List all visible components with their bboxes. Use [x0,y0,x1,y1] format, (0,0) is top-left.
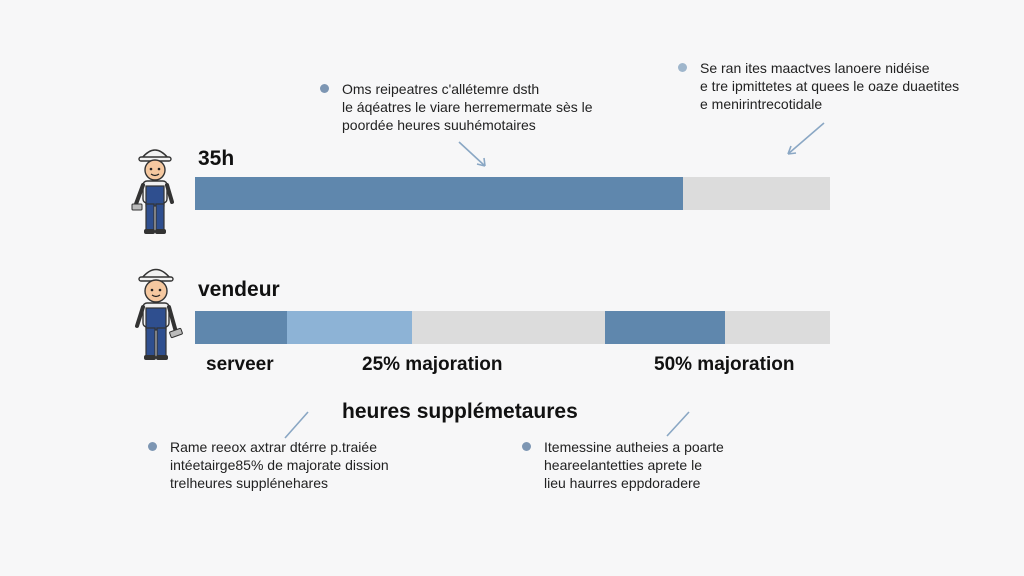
bullet-dot [148,442,157,451]
note-line: intéetairge85% de majorate dission [170,457,389,473]
note-line: lieu haurres eppdoradere [544,475,701,491]
segment-label-serveer: serveer [206,354,274,375]
bar-segment-standard [195,177,683,210]
bar-segment-remaining [683,177,830,210]
worker-icon [130,140,180,236]
segment-label-25: 25% majoration [362,354,503,375]
note-line: trelheures supplénehares [170,475,328,491]
note-bottom-left [170,438,389,492]
bullet-dot [522,442,531,451]
note-line: Itemessine autheies a poarte [544,439,724,455]
pointer-arrow-icon [282,410,312,440]
bullet-dot [678,63,687,72]
note-line: heareelantetties aprete le [544,457,702,473]
bullet-dot [320,84,329,93]
caption-overtime: heures supplémetaures [342,400,578,423]
pointer-arrow-icon [664,410,692,438]
segment-label-50: 50% majoration [654,354,795,375]
note-line: poordée heures suuhémotaires [342,117,536,133]
hours-bar-top [195,177,830,210]
note-bottom-right [544,438,724,492]
bar-segment-50 [605,311,725,344]
note-line: Rame reeox axtrar dtérre p.traiée [170,439,377,455]
row-label-top: 35h [198,147,235,170]
note-line: e menirintrecotidale [700,96,823,112]
bar-segment-end [725,311,830,344]
bar-segment-25 [287,311,412,344]
pointer-arrow-icon [455,138,495,174]
hours-bar-bottom [195,311,830,344]
bar-segment-serveer [195,311,287,344]
note-line: e tre ipmittetes at quees le oaze duaetites [700,78,960,94]
pointer-arrow-icon [782,120,828,160]
note-line: Se ran ites maactves lanoere nidéise [700,60,930,76]
note-top-right [700,59,959,113]
note-line: Oms reipeatres c'allétemre dsth [342,81,540,97]
bar-segment-gap [412,311,605,344]
worker-icon [128,258,184,362]
note-top-middle [342,80,593,134]
row-label-bottom: vendeur [198,278,280,301]
note-line: le áqéatres le viare herremermate sès le [342,99,593,115]
